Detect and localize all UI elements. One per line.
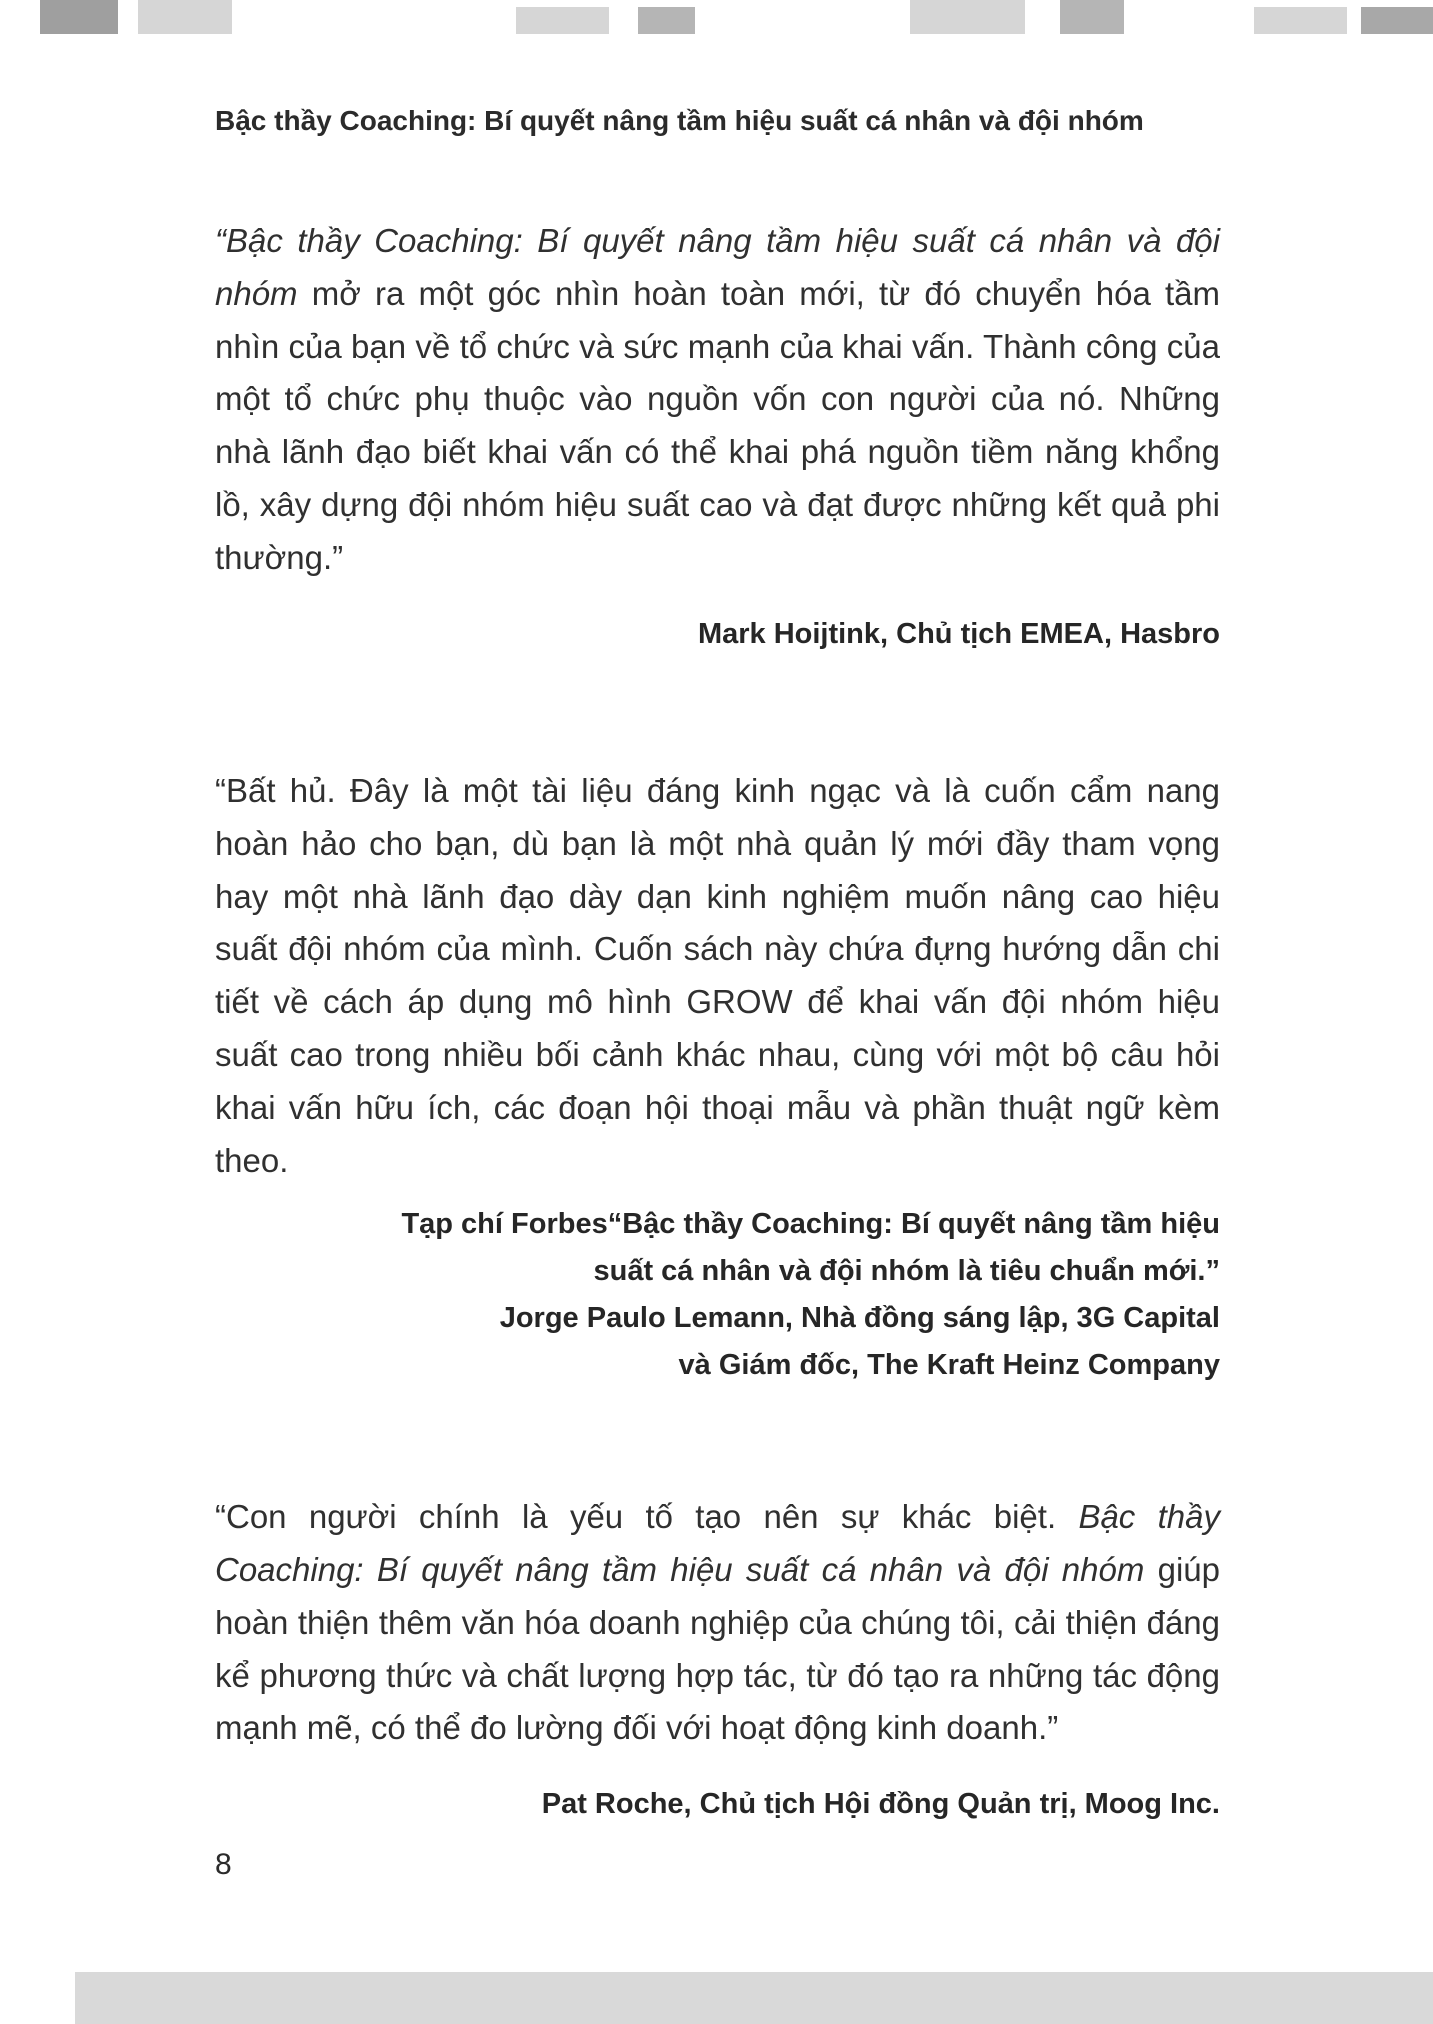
scan-artifact-block (638, 7, 695, 34)
quote-text: giúp hoàn thiện thêm văn hóa doanh nghiệp của chúng tôi, cải thiện đáng kể phương thức và chất lượng hợp tác, từ đó tạo ra những tác động mạnh mẽ, có thể đo lường đối với hoạt động kinh doanh.” (215, 1551, 1221, 1747)
book-title-italic: “Bậc thầy Coaching: Bí quyết nâng tầm hiệu suất cá nhân và đội nhóm (215, 222, 1220, 312)
scan-artifact-strip-top (0, 0, 1433, 42)
running-header-title: Bậc thầy Coaching: Bí quyết nâng tầm hiệu suất cá nhân và đội nhóm (215, 105, 1144, 136)
testimonial-2 (215, 765, 1220, 1389)
scan-artifact-block (516, 7, 609, 34)
scan-artifact-block (1254, 7, 1347, 34)
page-content (215, 105, 1220, 1828)
testimonial-3-quote (215, 1491, 1220, 1755)
testimonial-2-quote: “Bất hủ. Đây là một tài liệu đáng kinh ngạc và là cuốn cẩm nang hoàn hảo cho bạn, dù bạn là một nhà quản lý mới đầy tham vọng hay một nhà lãnh đạo dày dạn kinh nghiệm muốn nâng cao hiệu suất đội nhóm của mình. Cuốn sách này chứa đựng hướng dẫn chi tiết về cách áp dụng mô hình GROW để khai vấn đội nhóm hiệu suất cao trong nhiều bối cảnh khác nhau, cùng với một bộ câu hỏi khai vấn hữu ích, các đoạn hội thoại mẫu và phần thuật ngữ kèm theo. (215, 771, 1220, 1179)
testimonial-3 (215, 1491, 1220, 1827)
testimonial-1-attribution: Mark Hoijtink, Chủ tịch EMEA, Hasbro (697, 617, 1220, 650)
testimonial-3-attribution: Pat Roche, Chủ tịch Hội đồng Quản trị, Moog Inc. (541, 1788, 1220, 1821)
quote-text: “Con người chính là yếu tố tạo nên sự khác biệt. (215, 1498, 1079, 1536)
scan-artifact-block (40, 0, 118, 34)
book-title-italic: Bậc thầy Coaching: Bí quyết nâng tầm hiệu suất cá nhân và đội nhóm (215, 1498, 1220, 1589)
scan-artifact-block (910, 0, 1025, 34)
attribution-line: và Giám đốc, The Kraft Heinz Company (678, 1349, 1220, 1382)
attribution-line: suất cá nhân và đội nhóm là tiêu chuẩn mới.” (593, 1255, 1220, 1288)
quote-text: mở ra một góc nhìn hoàn toàn mới, từ đó chuyển hóa tầm nhìn của bạn về tổ chức và sức mạnh của khai vấn. Thành công của một tổ chức phụ thuộc vào nguồn vốn con người của nó. Những nhà lãnh đạo biết khai vấn có thể khai phá nguồn tiềm năng khổng lồ, xây dựng đội nhóm hiệu suất cao và đạt được những kết quả phi thường.” (215, 274, 1220, 576)
scan-artifact-block (138, 0, 232, 34)
testimonial-1 (215, 215, 1220, 657)
testimonial-2-attribution (215, 1201, 1220, 1389)
page-number: 8 (215, 1848, 232, 1881)
attribution-line: Tạp chí Forbes“Bậc thầy Coaching: Bí quyết nâng tầm hiệu (401, 1208, 1220, 1241)
testimonial-1-quote (215, 215, 1220, 585)
scan-artifact-block (1060, 0, 1124, 34)
attribution-line: Jorge Paulo Lemann, Nhà đồng sáng lập, 3G Capital (499, 1302, 1220, 1335)
scan-artifact-strip-bottom (75, 1972, 1433, 2024)
scan-artifact-block (1361, 7, 1433, 34)
